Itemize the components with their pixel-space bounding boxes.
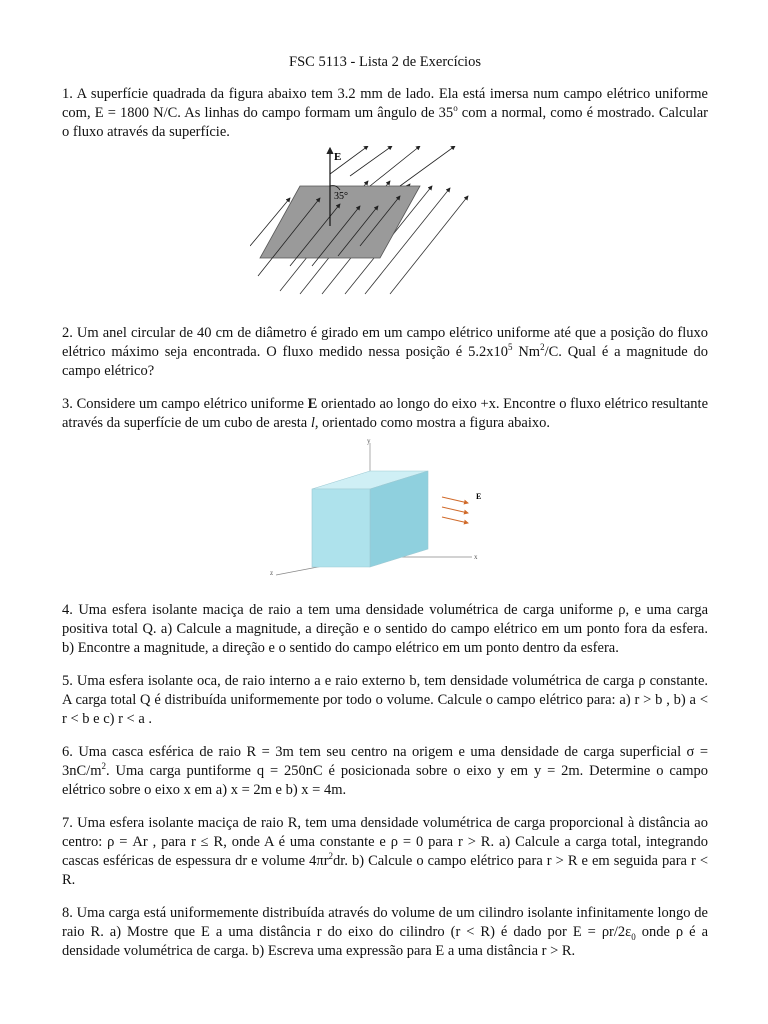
figure-3-label-e: E — [476, 492, 482, 502]
page-title: FSC 5113 - Lista 2 de Exercícios — [289, 54, 481, 70]
figure-3-axis-x: x — [474, 553, 478, 562]
question-1 — [62, 85, 708, 142]
question-3-bold-e: E — [307, 396, 318, 413]
question-3-italic-l: l — [310, 415, 315, 432]
question-3-text-b: orientado ao longo do eixo +x. Encontre o fluxo elétrico resultante através da superfície de um cubo de aresta — [62, 396, 708, 432]
question-8 — [62, 904, 708, 961]
figure-1-angle-label: 35° — [334, 191, 348, 203]
question-2-text-b: Nm — [512, 344, 541, 361]
question-6 — [62, 743, 708, 800]
question-8-text-b: onde ρ é a densidade volumétrica de carga. b) Escreva uma expressão para E a uma distância r > R. — [62, 924, 709, 960]
question-7-sup: 2 — [328, 851, 334, 862]
question-3-text-c: , orientado como mostra a figura abaixo. — [314, 415, 550, 432]
figure-cube — [270, 437, 510, 577]
question-4: 4. Uma esfera isolante maciça de raio a tem uma densidade volumétrica de carga uniforme ρ, e uma carga positiva total Q. a) Calcule a magnitude, a direção e o sentido do campo elétrico em um ponto fora da esfera. b) Encontre a magnitude, a direção e o sentido do campo elétrico em um ponto dentro da esfera. — [62, 602, 708, 657]
question-2-text-a: 2. Um anel circular de 40 cm de diâmetro é girado em um campo elétrico uniforme até que a posição do fluxo elétrico máximo seja encontrada. O fluxo medido nessa posição é 5.2x10 — [62, 325, 708, 361]
figure-1-label-e: E — [334, 151, 342, 164]
figure-square-surface — [250, 146, 480, 296]
question-8-sub: 0 — [631, 932, 636, 943]
question-3 — [62, 395, 708, 433]
question-6-text-b: . Uma carga puntiforme q = 250nC é posicionada sobre o eixo y em y = 2m. Determine o campo elétrico sobre o eixo x em a) x = 2m e b) x = 4m. — [62, 763, 708, 799]
question-8-text-a: 8. Uma carga está uniformemente distribuída através do volume de um cilindro isolante infinitamente longo de raio R. a) Mostre que E a uma distância r do eixo do cilindro (r < R) é dado por E = ρr/2ε — [62, 905, 708, 941]
question-7 — [62, 814, 708, 890]
question-5: 5. Uma esfera isolante oca, de raio interno a e raio externo b, tem densidade volumétrica de carga ρ constante. A carga total Q é distribuída uniformemente por todo o volume. Calcule o campo elétrico para: a) r > b , b) a < r < b e c) r < a . — [62, 673, 708, 728]
question-6-text-a: 6. Uma casca esférica de raio R = 3m tem seu centro na origem e uma densidade de carga superficial σ = 3nC/m — [62, 744, 708, 780]
figure-3-axis-y: y — [367, 437, 371, 446]
question-1-text-b: com a normal, como é mostrado. Calcular o fluxo através da superfície. — [62, 105, 708, 141]
question-1-sup: o — [453, 103, 458, 114]
question-2-text-c: /C. Qual é a magnitude do campo elétrico? — [62, 344, 708, 380]
question-3-text-a: 3. Considere um campo elétrico uniforme — [62, 396, 308, 413]
question-7-text-a: 7. Uma esfera isolante maciça de raio R, tem uma densidade volumétrica de carga proporcional à distância ao centro: ρ = Ar , para r ≤ R, onde A é uma constante e ρ = 0 para r > R. a) Calcule a carga total, integrando cascas esféricas de espessura dr e volume 4πr — [62, 815, 708, 870]
question-2 — [62, 324, 708, 381]
document-page — [62, 54, 708, 975]
figure-3-axis-z: z — [270, 569, 274, 578]
question-1-text-a: 1. A superfície quadrada da figura abaixo tem 3.2 mm de lado. Ela está imersa num campo elétrico uniforme com, E = 1800 N/C. As linhas do campo formam um ângulo de 35 — [62, 86, 708, 122]
question-2-sup-1: 5 — [507, 342, 513, 353]
question-7-text-b: dr. b) Calcule o campo elétrico para r > R e em seguida para r < R. — [62, 853, 709, 889]
question-2-sup-2: 2 — [540, 342, 545, 353]
question-6-sup: 2 — [101, 761, 106, 772]
cube-front-face — [312, 489, 370, 567]
